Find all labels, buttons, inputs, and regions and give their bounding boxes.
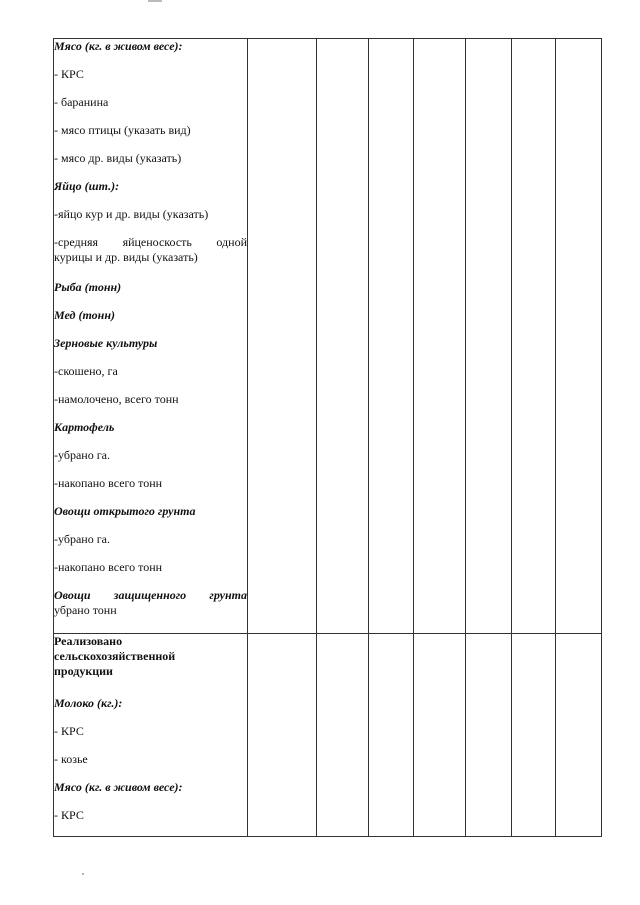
row-label: Овощи открытого грунта — [54, 504, 196, 518]
value-cell[interactable] — [466, 634, 512, 837]
row-label: - КРС — [54, 808, 84, 822]
value-cell[interactable] — [317, 39, 369, 634]
value-cell[interactable] — [556, 39, 602, 634]
value-cell[interactable] — [512, 39, 556, 634]
row-label — [54, 235, 247, 280]
value-cell[interactable] — [369, 39, 414, 634]
row-label: Мед (тонн) — [54, 308, 115, 322]
row-label-line: курицы и др. виды (указать) — [54, 250, 198, 264]
row-label: Зерновые культуры — [54, 336, 158, 350]
value-cell[interactable] — [248, 39, 317, 634]
value-cell[interactable] — [414, 39, 466, 634]
report-table — [53, 38, 602, 837]
value-cell[interactable] — [556, 634, 602, 837]
scan-dot — [82, 873, 84, 875]
value-cell[interactable] — [466, 39, 512, 634]
section2-header-line: Реализовано — [54, 634, 123, 648]
row-label: -убрано га. — [54, 448, 110, 462]
row-label-line: Овощи защищенного грунта — [54, 588, 247, 602]
row-label: -намолочено, всего тонн — [54, 392, 179, 406]
section2-rows — [54, 696, 247, 836]
row-label: Мясо (кг. в живом весе): — [54, 780, 183, 794]
row-label: Картофель — [54, 420, 115, 434]
section2-header-line: сельскохозяйственной — [54, 649, 176, 663]
value-cell[interactable] — [414, 634, 466, 837]
row-label: -скошено, га — [54, 364, 118, 378]
row-label: - КРС — [54, 724, 84, 738]
row-label: - мясо птицы (указать вид) — [54, 123, 191, 137]
value-cell[interactable] — [512, 634, 556, 837]
row-label: - козье — [54, 752, 88, 766]
row-label: -яйцо кур и др. виды (указать) — [54, 207, 209, 221]
row-label: -накопано всего тонн — [54, 476, 163, 490]
row-label-line: -средняя яйценоскость одной — [54, 235, 247, 249]
row-label: - баранина — [54, 95, 109, 109]
value-cell[interactable] — [317, 634, 369, 837]
row-label: -накопано всего тонн — [54, 560, 163, 574]
section2-label-cell — [54, 634, 248, 837]
value-cell[interactable] — [248, 634, 317, 837]
row-label: - КРС — [54, 67, 84, 81]
table-row — [54, 39, 602, 634]
section1-label-cell — [54, 39, 248, 634]
section1-rows — [54, 39, 247, 633]
row-label — [54, 588, 247, 633]
row-label: Яйцо (шт.): — [54, 179, 120, 193]
section2-header-line: продукции — [54, 664, 113, 678]
row-label: -убрано га. — [54, 532, 110, 546]
section2-header — [54, 634, 247, 696]
row-label: Рыба (тонн) — [54, 280, 122, 294]
row-label: - мясо др. виды (указать) — [54, 151, 182, 165]
row-label: Молоко (кг.): — [54, 696, 123, 710]
table-row — [54, 634, 602, 837]
row-label-line: убрано тонн — [54, 603, 117, 617]
row-label: Мясо (кг. в живом весе): — [54, 39, 183, 53]
scan-mark — [148, 0, 162, 2]
value-cell[interactable] — [369, 634, 414, 837]
